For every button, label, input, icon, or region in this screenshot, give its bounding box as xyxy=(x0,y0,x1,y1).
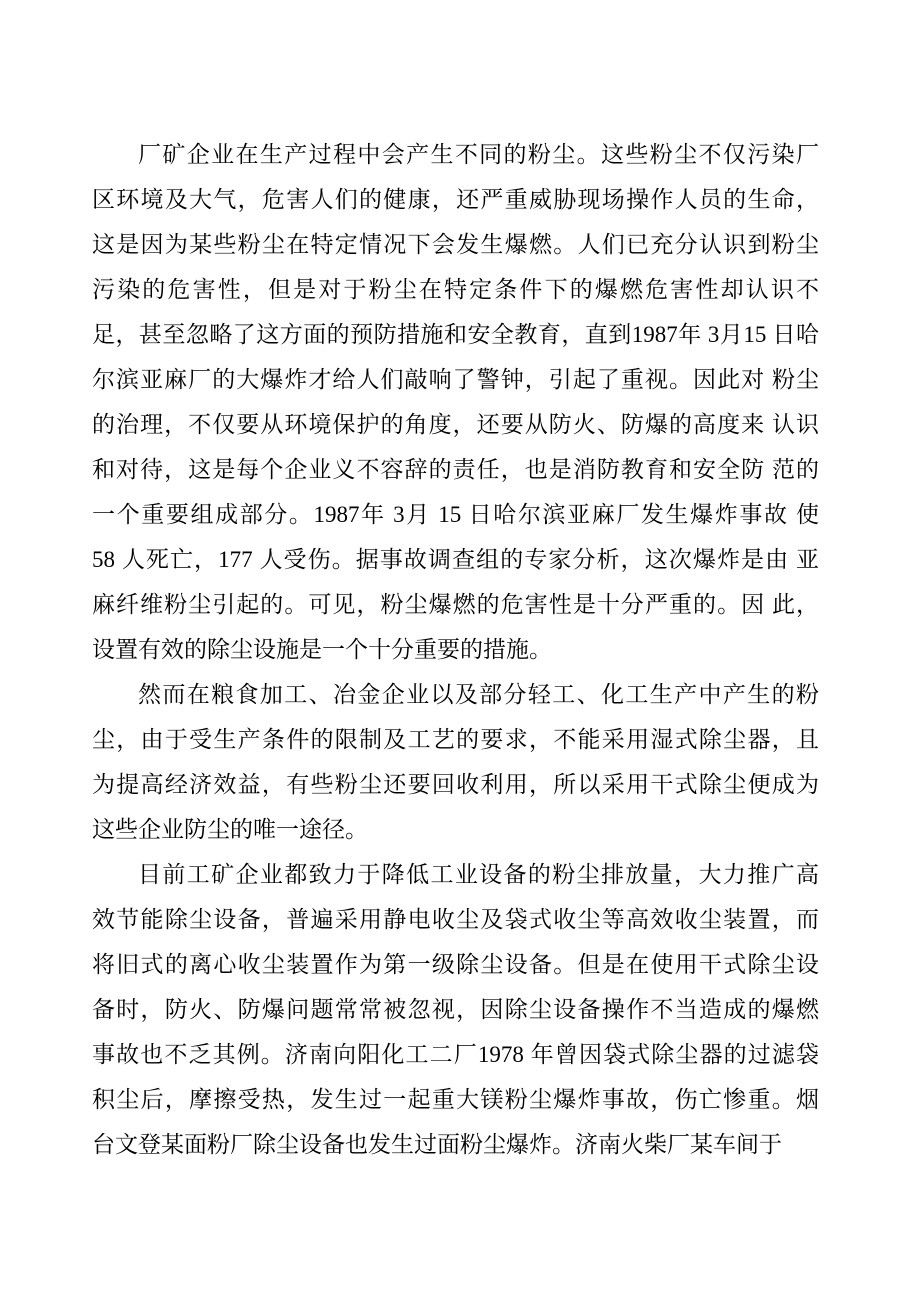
text-line: 的治理，不仅要从环境保护的角度，还要从防火、防爆的高度来 认识 xyxy=(92,412,819,437)
text-line: 设置有效的除尘设施是一个十分重要的措施。 xyxy=(92,637,552,662)
text-line: 足，甚至忽略了这方面的预防措施和安全教育，直到1987年 3月15 日哈 xyxy=(92,322,819,347)
text-line: 区环境及大气，危害人们的健康，还严重威胁现场操作人员的生命， xyxy=(92,187,819,212)
paragraph-3 xyxy=(92,852,819,1167)
text-line: 和对待，这是每个企业义不容辞的责任，也是消防教育和安全防 范的 xyxy=(92,457,819,482)
text-line: 麻纤维粉尘引起的。可见，粉尘爆燃的危害性是十分严重的。因 此， xyxy=(92,592,819,617)
document-text-block xyxy=(92,132,819,1167)
text-line: 尔滨亚麻厂的大爆炸才给人们敲响了警钟，引起了重视。因此对 粉尘 xyxy=(92,367,819,392)
text-line: 污染的危害性，但是对于粉尘在特定条件下的爆燃危害性却认识不 xyxy=(92,277,819,302)
text-line: 事故也不乏其例。济南向阳化工二厂1978 年曾因袋式除尘器的过滤袋 xyxy=(92,1042,819,1067)
text-line: 将旧式的离心收尘装置作为第一级除尘设备。但是在使用干式除尘设 xyxy=(92,952,819,977)
text-line: 目前工矿企业都致力于降低工业设备的粉尘排放量，大力推广高 xyxy=(138,862,819,887)
text-line: 然而在粮食加工、冶金企业以及部分轻工、化工生产中产生的粉 xyxy=(138,682,819,707)
text-line: 一个重要组成部分。1987年 3月 15 日哈尔滨亚麻厂发生爆炸事故 使 xyxy=(92,502,819,527)
text-line: 效节能除尘设备，普遍采用静电收尘及袋式收尘等高效收尘装置，而 xyxy=(92,907,819,932)
text-line: 这些企业防尘的唯一途径。 xyxy=(92,817,368,842)
text-line: 积尘后，摩擦受热，发生过一起重大镁粉尘爆炸事故，伤亡惨重。烟 xyxy=(92,1087,819,1112)
paragraph-1 xyxy=(92,132,819,672)
text-line: 为提高经济效益，有些粉尘还要回收利用，所以采用干式除尘便成为 xyxy=(92,772,819,797)
text-line: 这是因为某些粉尘在特定情况下会发生爆燃。人们已充分认识到粉尘 xyxy=(92,232,819,257)
text-line: 台文登某面粉厂除尘设备也发生过面粉尘爆炸。济南火柴厂某车间于 xyxy=(92,1132,782,1157)
text-line: 尘，由于受生产条件的限制及工艺的要求，不能采用湿式除尘器，且 xyxy=(92,727,819,752)
text-line: 备时，防火、防爆问题常常被忽视，因除尘设备操作不当造成的爆燃 xyxy=(92,997,819,1022)
text-line: 58 人死亡，177 人受伤。据事故调查组的专家分析，这次爆炸是由 亚 xyxy=(92,547,819,572)
text-line: 厂矿企业在生产过程中会产生不同的粉尘。这些粉尘不仅污染厂 xyxy=(138,142,819,167)
paragraph-2 xyxy=(92,672,819,852)
